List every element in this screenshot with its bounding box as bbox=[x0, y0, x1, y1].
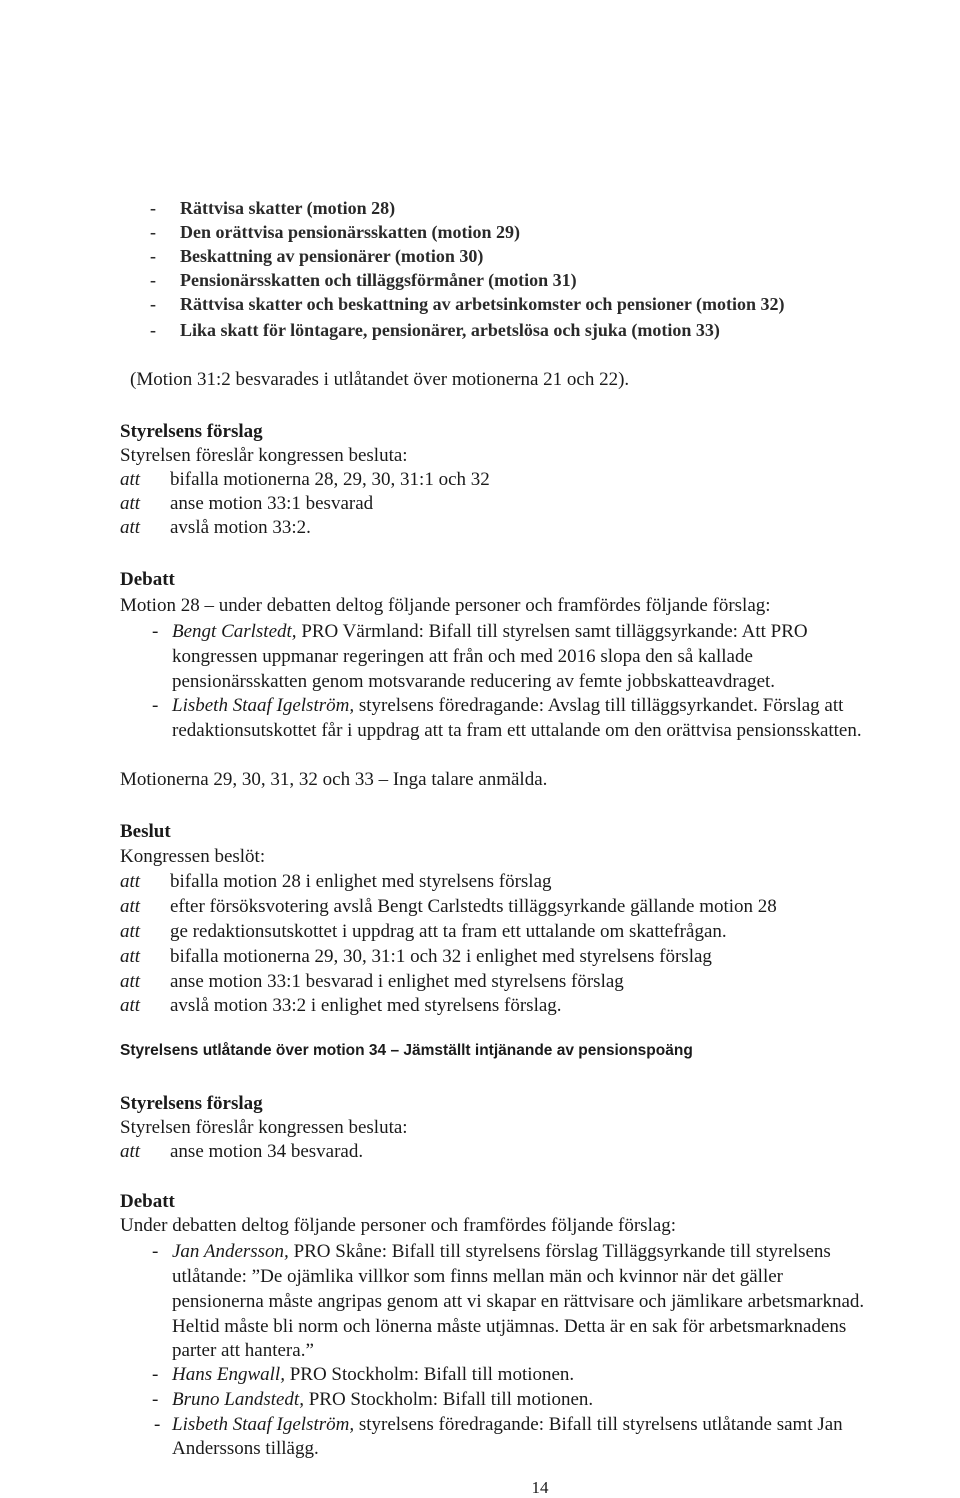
decision-item: att bifalla motionerna 29, 30, 31:1 och 32 i enlighet med styrelsens förslag bbox=[120, 946, 712, 967]
speaker-text: utlåtande: ”De ojämlika villkor som finns mellan män och kvinnor när det gäller bbox=[172, 1266, 783, 1287]
speaker-entry: - Bruno Landstedt, PRO Stockholm: Bifall till motionen. bbox=[152, 1389, 594, 1410]
proposal-item: att bifalla motionerna 28, 29, 30, 31:1 och 32 bbox=[120, 469, 490, 490]
section-heading: Debatt bbox=[120, 1191, 175, 1212]
list-item: - Den orättvisa pensionärsskatten (motion 29) bbox=[150, 222, 520, 242]
section-heading: Debatt bbox=[120, 569, 175, 590]
decision-item: att anse motion 33:1 besvarad i enlighet med styrelsens förslag bbox=[120, 971, 624, 992]
debate-intro: Motion 28 – under debatten deltog följande personer och framfördes följande förslag: bbox=[120, 595, 771, 616]
decision-intro: Kongressen beslöt: bbox=[120, 846, 266, 867]
speaker-text: kongressen uppmanar regeringen att från och med 2016 slopa den så kallade bbox=[172, 646, 753, 667]
decision-item: att efter försöksvotering avslå Bengt Carlstedts tilläggsyrkande gällande motion 28 bbox=[120, 896, 777, 917]
decision-item: att ge redaktionsutskottet i uppdrag att ta fram ett uttalande om skattefrågan. bbox=[120, 921, 727, 942]
speaker-text: pensionerna måste angripas genom att vi skapar en rättvisare och jämlikare arbetsmarknad. bbox=[172, 1291, 865, 1312]
speaker-entry: - Lisbeth Staaf Igelström, styrelsens föredragande: Bifall till styrelsens utlåtande samt Jan bbox=[154, 1414, 843, 1435]
speaker-text: pensionärsskatten genom motsvarande reducering av femte jobbskatteavdraget. bbox=[172, 671, 776, 692]
speaker-text: redaktionsutskottet får i uppdrag att ta fram ett uttalande om den orättvisa pensionsskatten. bbox=[172, 720, 862, 741]
proposal-item: att anse motion 34 besvarad. bbox=[120, 1141, 364, 1162]
proposal-item: att avslå motion 33:2. bbox=[120, 517, 311, 538]
section-heading: Beslut bbox=[120, 821, 171, 842]
no-speakers-note: Motionerna 29, 30, 31, 32 och 33 – Inga talare anmälda. bbox=[120, 769, 548, 790]
page-number: 14 bbox=[531, 1478, 549, 1497]
section-intro: Styrelsen föreslår kongressen besluta: bbox=[120, 1117, 408, 1138]
list-item: - Pensionärsskatten och tilläggsförmåner (motion 31) bbox=[150, 270, 577, 290]
motion-note: (Motion 31:2 besvarades i utlåtandet över motionerna 21 och 22). bbox=[130, 369, 630, 390]
speaker-entry: - Hans Engwall, PRO Stockholm: Bifall till motionen. bbox=[152, 1364, 575, 1385]
section-intro: Styrelsen föreslår kongressen besluta: bbox=[120, 445, 408, 466]
speaker-entry: - Bengt Carlstedt, PRO Värmland: Bifall till styrelsen samt tilläggsyrkande: Att PRO bbox=[152, 621, 808, 642]
speaker-entry: - Jan Andersson, PRO Skåne: Bifall till styrelsens förslag Tilläggsyrkande till styrelsens bbox=[152, 1241, 831, 1262]
speaker-text: Anderssons tillägg. bbox=[172, 1438, 319, 1459]
list-item: - Beskattning av pensionärer (motion 30) bbox=[150, 246, 484, 266]
speaker-text: Heltid måste bli norm och lönerna måste utjämnas. Detta är en sak för arbetsmarknadens bbox=[172, 1316, 847, 1337]
decision-item: att bifalla motion 28 i enlighet med styrelsens förslag bbox=[120, 871, 552, 892]
list-item: - Rättvisa skatter (motion 28) bbox=[150, 198, 396, 218]
speaker-entry: - Lisbeth Staaf Igelström, styrelsens föredragande: Avslag till tilläggsyrkandet. Förslag att bbox=[152, 695, 844, 716]
proposal-item: att anse motion 33:1 besvarad bbox=[120, 493, 374, 514]
debate-intro: Under debatten deltog följande personer och framfördes följande förslag: bbox=[120, 1215, 677, 1236]
list-item: - Lika skatt för löntagare, pensionärer, arbetslösa och sjuka (motion 33) bbox=[150, 320, 720, 340]
section-heading: Styrelsens förslag bbox=[120, 1093, 263, 1114]
speaker-text: parter att hantera.” bbox=[172, 1340, 314, 1361]
section-heading: Styrelsens förslag bbox=[120, 421, 263, 442]
list-item: - Rättvisa skatter och beskattning av arbetsinkomster och pensioner (motion 32) bbox=[150, 294, 785, 314]
statement-heading: Styrelsens utlåtande över motion 34 – Jämställt intjänande av pensionspoäng bbox=[120, 1042, 693, 1059]
decision-item: att avslå motion 33:2 i enlighet med styrelsens förslag. bbox=[120, 995, 562, 1016]
